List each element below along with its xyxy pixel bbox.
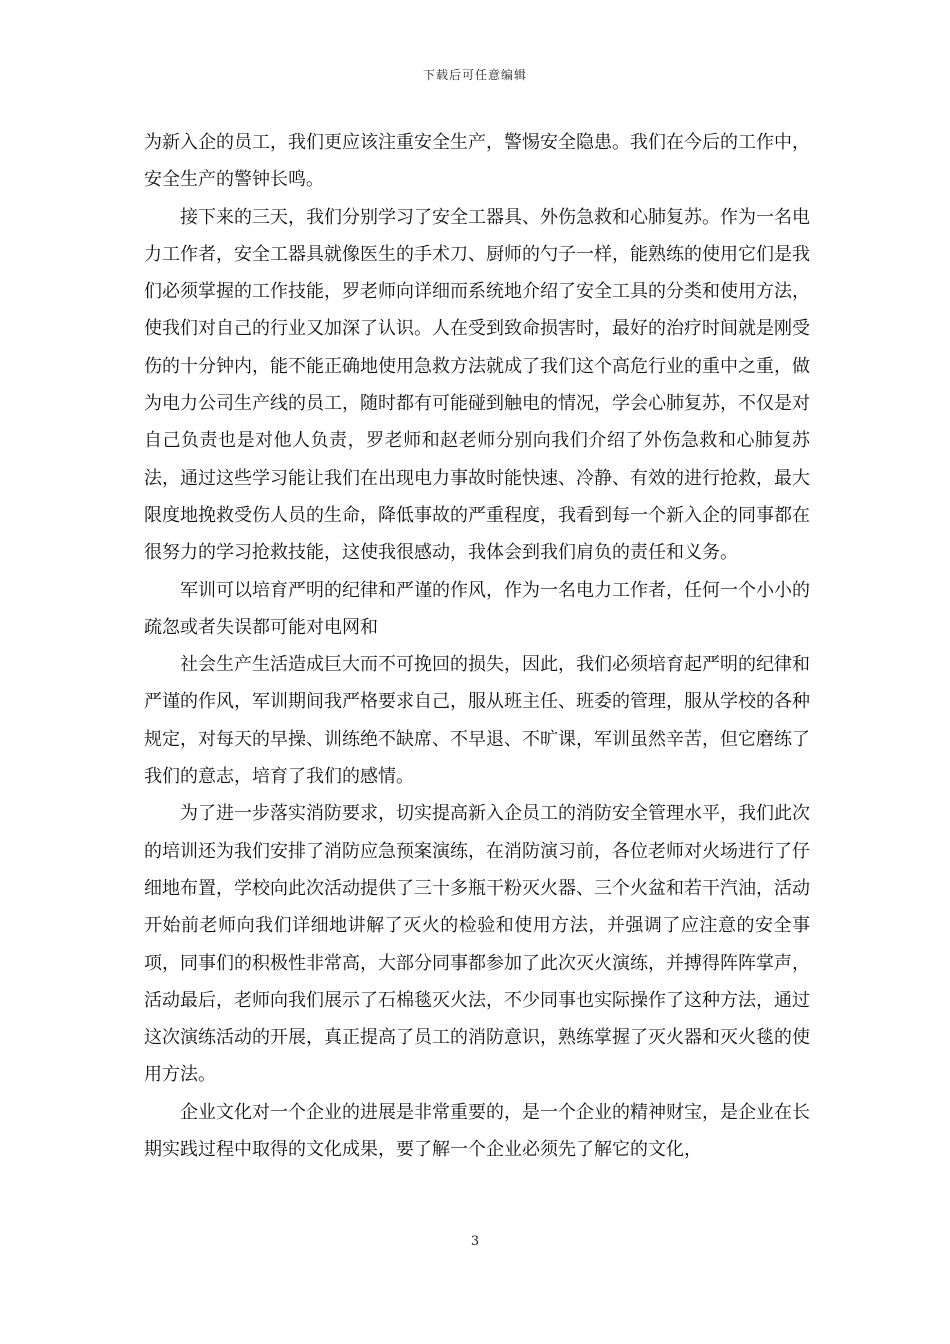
paragraph-6: 企业文化对一个企业的进展是非常重要的，是一个企业的精神财宝，是企业在长期实践过程中取得的文化成果，要了解一个企业必须先了解它的文化， bbox=[144, 1101, 810, 1161]
page-number: 3 bbox=[470, 1234, 480, 1249]
page-header: 下载后可任意编辑 bbox=[422, 68, 527, 82]
paragraph-5: 为了进一步落实消防要求，切实提高新入企员工的消防安全管理水平，我们此次的培训还为我们安排了消防应急预案演练，在消防演习前，各位老师对火场进行了仔细地布置，学校向此次活动提供了三十多瓶干粉灭火器、三个火盆和若干汽油，活动开始前老师向我们详细地讲解了灭火的检验和使用方法，并强调了应注意的安全事项，同事们的积极性非常高，大部分同事都参加了此次灭火演练，并搏得阵阵掌声，活动最后，老师向我们展示了石棉毯灭火法，不少同事也实际操作了这种方法，通过这次演练活动的开展，真正提高了员工的消防意识，熟练掌握了灭火器和灭火毯的使用方法。 bbox=[144, 803, 810, 1086]
paragraph-1: 为新入企的员工，我们更应该注重安全生产，警惕安全隐患。我们在今后的工作中，安全生产的警钟长鸣。 bbox=[144, 132, 810, 191]
paragraph-4: 社会生产生活造成巨大而不可挽回的损失，因此，我们必须培育起严明的纪律和严谨的作风，军训期间我严格要求自己，服从班主任、班委的管理，服从学校的各种规定，对每天的早操、训练绝不缺席、不早退、不旷课，军训虽然辛苦，但它磨练了我们的意志，培育了我们的感情。 bbox=[144, 654, 810, 788]
paragraph-3: 军训可以培育严明的纪律和严谨的作风，作为一名电力工作者，任何一个小小的疏忽或者失误都可能对电网和 bbox=[144, 579, 810, 638]
document-body bbox=[144, 124, 810, 1168]
paragraph-2: 接下来的三天，我们分别学习了安全工器具、外伤急救和心肺复苏。作为一名电力工作者，安全工器具就像医生的手术刀、厨师的勺子一样，能熟练的使用它们是我们必须掌握的工作技能，罗老师向详细而系统地介绍了安全工具的分类和使用方法，使我们对自己的行业又加深了认识。人在受到致命损害时，最好的治疗时间就是刚受伤的十分钟内，能不能正确地使用急救方法就成了我们这个高危行业的重中之重，做为电力公司生产线的员工，随时都有可能碰到触电的情况，学会心肺复苏，不仅是对自己负责也是对他人负责，罗老师和赵老师分别向我们介绍了外伤急救和心肺复苏法，通过这些学习能让我们在出现电力事故时能快速、冷静、有效的进行抢救，最大限度地挽救受伤人员的生命，降低事故的严重程度，我看到每一个新入企的同事都在很努力的学习抢救技能，这使我很感动，我体会到我们肩负的责任和义务。 bbox=[144, 206, 810, 564]
